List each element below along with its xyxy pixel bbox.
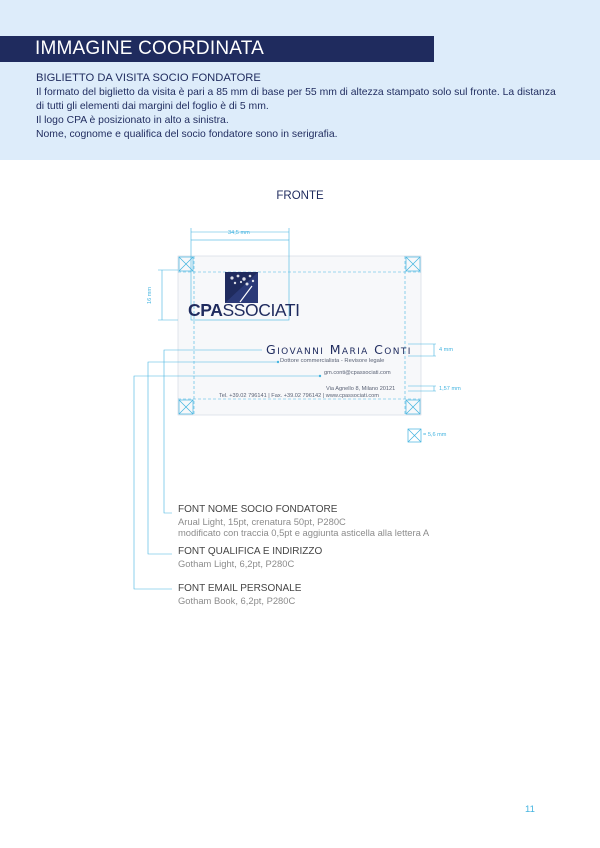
dim-line-spacing: 1,57 mm <box>439 386 461 392</box>
page-number: 11 <box>525 804 535 815</box>
logo-text-cpa: CPA <box>188 300 223 320</box>
font-note-line: modificato con traccia 0,5pt e aggiunta asticella alla lettera A <box>178 527 430 538</box>
section-label: FRONTE <box>276 190 324 202</box>
font-note-email <box>178 583 301 606</box>
card-phones: Tel. +39.02 796141 | Fax. +39.02 796142 | www.cpassociati.com <box>219 393 379 399</box>
card-qualification: Dottore commercialista - Revisore legale <box>280 358 385 364</box>
page-title: IMMAGINE COORDINATA <box>35 38 264 59</box>
logo-text-associati: SSOCIATI <box>222 300 300 320</box>
intro-line: di tutti gli elementi dai margini del foglio è di 5 mm. <box>36 101 269 112</box>
card-email: gm.conti@cpassociati.com <box>324 370 391 376</box>
logo-mark <box>225 272 258 303</box>
card-address: Via Agnello 8, Milano 20121 <box>326 386 396 392</box>
font-note-title: FONT QUALIFICA E INDIRIZZO <box>178 546 323 557</box>
intro-line: Il logo CPA è posizionato in alto a sinistra. <box>36 115 229 126</box>
font-note-line: Gotham Book, 6,2pt, P280C <box>178 594 296 606</box>
dim-logo-width: 34,5 mm <box>228 230 250 236</box>
card-name: Giovanni Maria Conti <box>266 342 412 357</box>
intro-line: Nome, cognome e qualifica del socio fondatore sono in serigrafia. <box>36 129 338 140</box>
dim-name-spacing: 4 mm <box>439 347 453 353</box>
intro-line: Il formato del biglietto da visita è pari a 85 mm di base per 55 mm di altezza stampato solo sul fronte. La distanza <box>36 87 556 98</box>
font-note-title: FONT NOME SOCIO FONDATORE <box>178 504 338 515</box>
font-note-qualification <box>178 546 322 569</box>
logo-wordmark <box>188 300 300 321</box>
font-note-name <box>178 504 429 539</box>
dim-margin-square: = 5,6 mm <box>423 432 447 438</box>
dim-logo-height: 16 mm <box>147 286 153 304</box>
font-note-line: Gotham Light, 6,2pt, P280C <box>178 557 295 569</box>
intro-heading: BIGLIETTO DA VISITA SOCIO FONDATORE <box>36 72 261 84</box>
font-note-title: FONT EMAIL PERSONALE <box>178 583 302 594</box>
font-note-line: Arual Light, 15pt, crenatura 50pt, P280C <box>178 515 346 527</box>
